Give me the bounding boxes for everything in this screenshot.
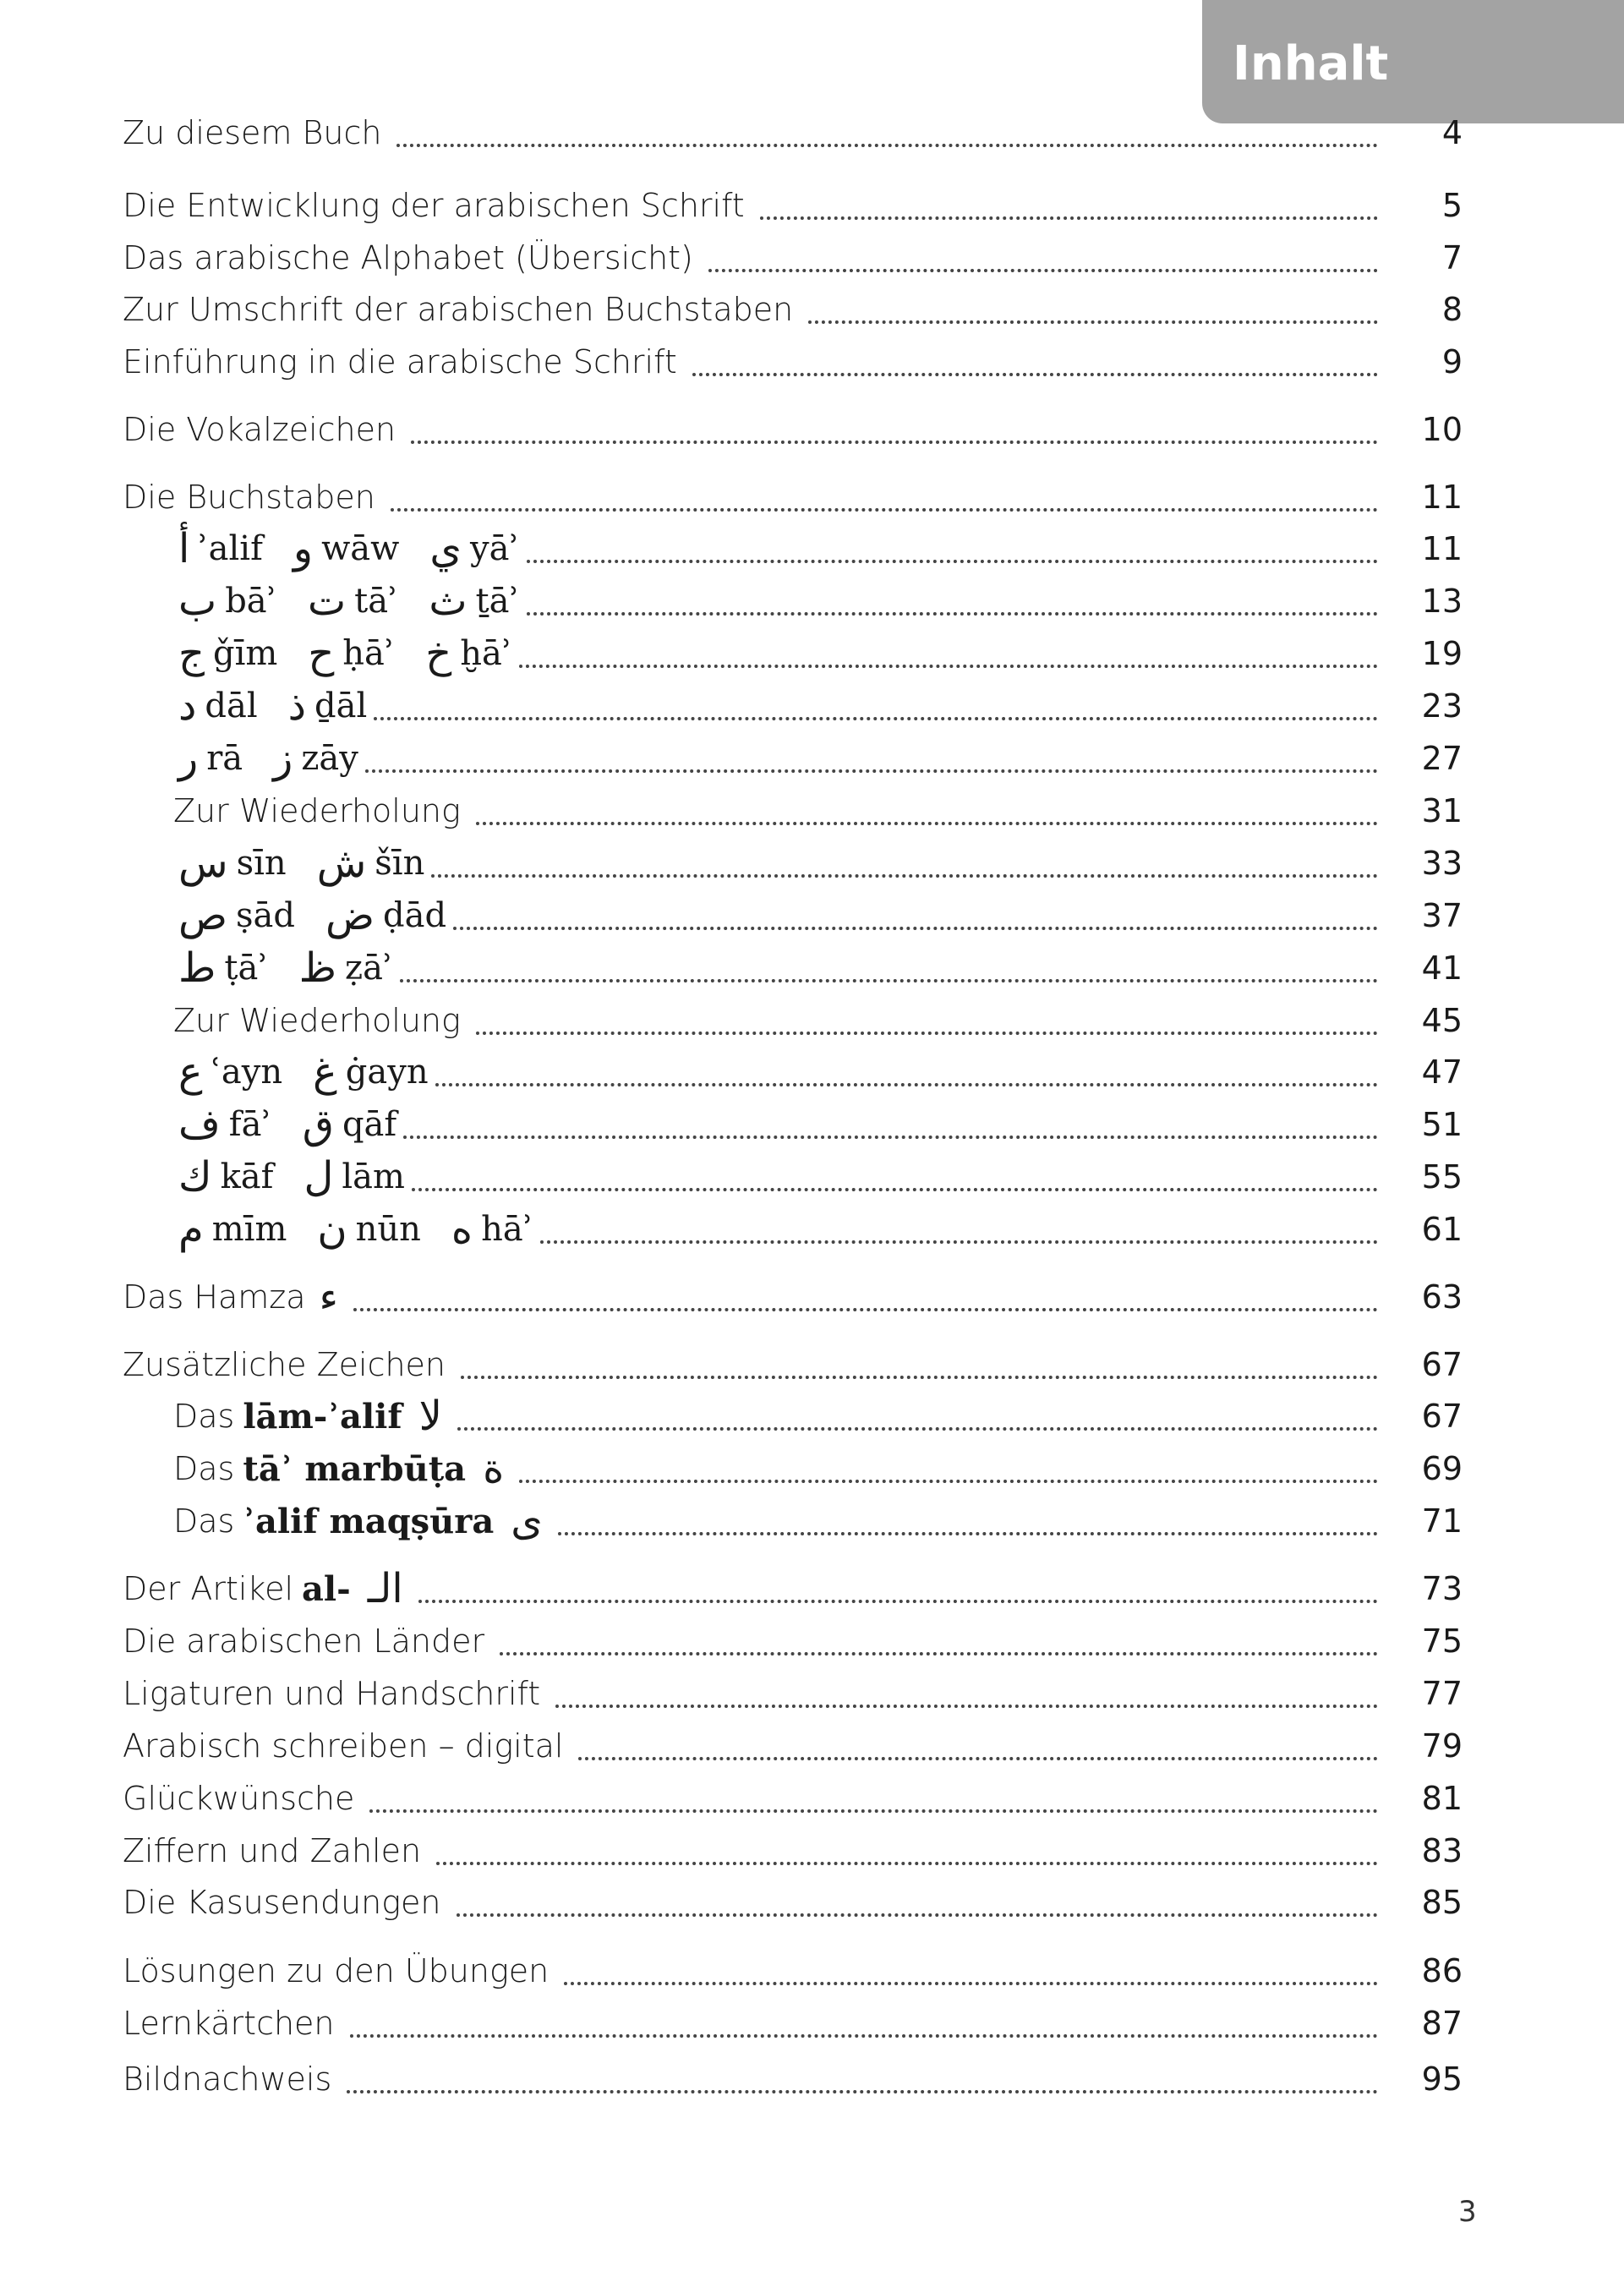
toc-page-number: 79 <box>1421 1727 1463 1765</box>
toc-entry-label <box>123 2060 340 2098</box>
transliteration: mīm <box>211 1210 287 1249</box>
toc-page-number: 10 <box>1421 411 1463 448</box>
toc-entry[interactable] <box>173 1151 1463 1203</box>
arabic-letter: ع <box>178 1048 203 1096</box>
toc-entry-label <box>123 1952 557 1989</box>
dot-leader <box>527 534 1378 563</box>
toc-page-number: 11 <box>1421 479 1463 516</box>
dot-leader <box>808 295 1378 324</box>
dot-leader <box>519 639 1378 668</box>
toc-page-number: 95 <box>1421 2060 1463 2098</box>
toc-page-number: 31 <box>1421 792 1463 829</box>
dot-leader <box>353 1283 1378 1311</box>
transliteration: ʿayn <box>211 1053 283 1092</box>
toc-entry-label <box>173 577 520 625</box>
toc-page-number: 67 <box>1421 1398 1463 1435</box>
toc-entry-label <box>173 944 393 992</box>
dot-leader <box>692 348 1378 376</box>
transliteration: yāʾ <box>469 529 520 568</box>
toc-entry-label <box>173 735 358 782</box>
toc-page-number: 67 <box>1421 1346 1463 1383</box>
dot-leader <box>500 1627 1378 1655</box>
toc-entry-title: Die Buchstaben <box>123 479 375 516</box>
toc-page-number: 73 <box>1421 1570 1463 1607</box>
transliteration: zāy <box>301 739 358 778</box>
toc-entry[interactable] <box>123 283 1463 336</box>
toc-entry-title: Das <box>173 1502 235 1540</box>
dot-leader <box>369 1784 1378 1813</box>
toc-entry-label <box>123 343 686 380</box>
transliteration: al- <box>302 1568 351 1609</box>
toc-entry[interactable] <box>173 523 1463 575</box>
section-title: Inhalt <box>1233 36 1389 91</box>
toc-entry[interactable] <box>173 1203 1463 1256</box>
toc-page-number: 75 <box>1421 1623 1463 1660</box>
toc-entry[interactable] <box>173 837 1463 889</box>
toc-page-number: 61 <box>1421 1211 1463 1248</box>
toc-page-number: 83 <box>1421 1832 1463 1869</box>
toc-entry-label <box>123 291 801 328</box>
transliteration: ǧīm <box>212 634 278 673</box>
dot-leader <box>708 244 1378 272</box>
toc-page-number: 45 <box>1421 1002 1463 1039</box>
transliteration: hāʾ <box>481 1210 533 1249</box>
toc-entry[interactable] <box>173 889 1463 942</box>
toc-entry-label <box>123 1623 493 1660</box>
toc-entry[interactable] <box>123 1615 1463 1667</box>
toc-page-number: 55 <box>1421 1158 1463 1196</box>
toc-entry-title: Das arabische Alphabet (Übersicht) <box>123 239 693 276</box>
toc-page-number: 71 <box>1421 1502 1463 1540</box>
toc-page-number: 51 <box>1421 1106 1463 1143</box>
dot-leader <box>400 954 1378 982</box>
toc-entry-title: Zu diesem Buch <box>123 114 382 151</box>
toc-entry-label <box>173 525 520 572</box>
transliteration: šīn <box>375 844 425 883</box>
arabic-letter: س <box>178 840 228 887</box>
toc-page-number: 4 <box>1441 114 1463 151</box>
toc-entry[interactable] <box>173 627 1463 680</box>
transliteration: sīn <box>236 844 287 883</box>
toc-entry[interactable] <box>173 1046 1463 1098</box>
arabic-letter: ك <box>178 1153 212 1201</box>
toc-entry-title: Das <box>173 1450 235 1487</box>
toc-entry-label <box>173 630 512 677</box>
toc-entry-title: Zusätzliche Zeichen <box>123 1346 446 1383</box>
dot-leader <box>527 587 1378 616</box>
toc-entry[interactable] <box>123 471 1463 523</box>
toc-page-number: 33 <box>1421 845 1463 882</box>
dot-leader <box>558 1507 1378 1535</box>
toc-entry-title: Zur Umschrift der arabischen Buchstaben <box>123 291 794 328</box>
transliteration: lām-ʾalif <box>243 1396 402 1437</box>
arabic-letter: ص <box>178 892 228 939</box>
dot-leader <box>476 796 1378 825</box>
arabic-letter: ح <box>308 630 335 677</box>
toc-entry-title: Das Hamza <box>123 1278 306 1316</box>
toc-entry-label <box>123 1884 450 1921</box>
dot-leader <box>453 901 1378 930</box>
toc-page-number: 86 <box>1421 1952 1463 1989</box>
arabic-letter: ة <box>483 1445 505 1492</box>
toc-entry-label <box>123 1346 454 1383</box>
toc-entry[interactable] <box>123 1876 1463 1929</box>
transliteration: ḍād <box>383 896 447 935</box>
toc-entry-label <box>123 114 390 151</box>
toc-entry[interactable] <box>173 1495 1463 1547</box>
transliteration: rā <box>206 739 243 778</box>
dot-leader <box>436 1836 1378 1865</box>
toc-entry[interactable] <box>123 1667 1463 1720</box>
toc-entry-title: Ziffern und Zahlen <box>123 1832 422 1869</box>
dot-leader <box>396 118 1378 147</box>
transliteration: ʾalif maqṣūra <box>243 1501 495 1541</box>
toc-entry-label <box>123 239 702 276</box>
dot-leader <box>412 1163 1378 1191</box>
toc-entry-label <box>173 1445 512 1492</box>
toc-entry[interactable] <box>123 1945 1463 1997</box>
toc-entry-label <box>173 682 367 730</box>
arabic-letter: أ <box>178 525 190 572</box>
transliteration: ṭāʾ <box>224 949 269 988</box>
dot-leader <box>519 1454 1378 1483</box>
transliteration: ṣād <box>236 896 296 935</box>
toc-entry[interactable] <box>173 942 1463 994</box>
dot-leader <box>411 415 1378 444</box>
toc-entry-title: Die Vokalzeichen <box>123 411 396 448</box>
transliteration: lām <box>342 1157 405 1196</box>
toc-entry-label <box>123 1565 412 1612</box>
arabic-letter: ب <box>178 577 217 625</box>
toc-entry-label <box>173 840 424 887</box>
toc-entry-label <box>123 479 384 516</box>
arabic-letter: الـ <box>367 1565 403 1612</box>
page-number: 3 <box>1458 2195 1477 2229</box>
toc-entry[interactable] <box>173 732 1463 785</box>
transliteration: qāf <box>342 1105 397 1144</box>
toc-entry-title: Arabisch schreiben – digital <box>123 1727 564 1765</box>
transliteration: wāw <box>321 529 400 568</box>
arabic-letter: ي <box>429 525 462 572</box>
dot-leader <box>457 1888 1378 1917</box>
toc-page-number: 23 <box>1421 687 1463 725</box>
toc-entry-title: Die Kasusendungen <box>123 1884 441 1921</box>
toc-entry-label <box>173 1101 396 1148</box>
toc-page-number: 69 <box>1421 1450 1463 1487</box>
toc-entry-label <box>123 1727 571 1765</box>
toc-page-number: 81 <box>1421 1780 1463 1817</box>
toc-page-number: 47 <box>1421 1053 1463 1091</box>
arabic-letter: ش <box>316 840 367 887</box>
transliteration: dāl <box>205 687 258 725</box>
transliteration: ṯāʾ <box>475 582 520 621</box>
transliteration: fāʾ <box>228 1105 272 1144</box>
toc-entry[interactable] <box>173 1098 1463 1151</box>
toc-page-number: 9 <box>1441 343 1463 380</box>
toc-entry[interactable] <box>123 1271 1463 1323</box>
arabic-letter: ذ <box>287 682 306 730</box>
toc-page-number: 11 <box>1421 530 1463 567</box>
toc-page-number: 13 <box>1421 583 1463 620</box>
toc-entry-label <box>173 1497 551 1545</box>
toc-entry-label <box>173 1206 533 1253</box>
toc-entry[interactable] <box>123 1772 1463 1825</box>
dot-leader <box>476 1006 1378 1035</box>
transliteration: ḏāl <box>314 687 368 725</box>
toc-entry-title: Bildnachweis <box>123 2060 332 2098</box>
toc-entry-title: Ligaturen und Handschrift <box>123 1675 541 1712</box>
arabic-letter: ج <box>178 630 205 677</box>
transliteration: nūn <box>355 1210 421 1249</box>
dot-leader <box>540 1215 1378 1244</box>
toc-entry-label <box>173 792 469 829</box>
dot-leader <box>555 1679 1378 1708</box>
toc-page-number: 5 <box>1441 187 1463 224</box>
toc-entry-label <box>173 892 446 939</box>
transliteration: tāʾ marbūṭa <box>243 1448 467 1489</box>
toc-entry-title: Das <box>173 1398 235 1435</box>
toc-entry[interactable] <box>173 680 1463 732</box>
toc-page-number: 8 <box>1441 291 1463 328</box>
toc-page-number: 7 <box>1441 239 1463 276</box>
arabic-letter: ت <box>307 577 347 625</box>
toc-entry[interactable] <box>123 2053 1463 2105</box>
dot-leader <box>431 849 1378 878</box>
transliteration: ʾalif <box>198 529 263 568</box>
dot-leader <box>578 1732 1378 1760</box>
dot-leader <box>418 1574 1378 1603</box>
toc-entry[interactable] <box>123 179 1463 232</box>
toc-entry[interactable] <box>123 232 1463 284</box>
transliteration: bāʾ <box>225 582 277 621</box>
toc-entry-title: Einführung in die arabische Schrift <box>123 343 677 380</box>
arabic-letter: ث <box>429 577 468 625</box>
arabic-letter: د <box>178 682 197 730</box>
arabic-letter: ر <box>178 735 199 782</box>
arabic-letter: ى <box>511 1497 543 1545</box>
toc-entry-title: Die arabischen Länder <box>123 1623 485 1660</box>
toc-entry[interactable] <box>123 336 1463 388</box>
toc-entry-label <box>173 1393 451 1440</box>
arabic-letter: ظ <box>298 944 336 992</box>
arabic-letter: ن <box>317 1206 347 1253</box>
arabic-letter: لا <box>418 1393 442 1440</box>
toc-entry-label <box>123 1273 347 1321</box>
transliteration: ġayn <box>345 1053 429 1092</box>
dot-leader <box>457 1402 1378 1431</box>
toc-entry-title: Zur Wiederholung <box>173 1002 461 1039</box>
toc-entry-label <box>123 1832 429 1869</box>
dot-leader <box>350 2009 1378 2038</box>
arabic-letter: ف <box>178 1101 221 1148</box>
dot-leader <box>564 1956 1378 1985</box>
dot-leader <box>461 1350 1378 1379</box>
arabic-letter: ز <box>273 735 293 782</box>
toc-entry-title: Lösungen zu den Übungen <box>123 1952 550 1989</box>
toc-entry-label <box>173 1153 405 1201</box>
toc-page-number: 63 <box>1421 1278 1463 1316</box>
dot-leader <box>403 1110 1378 1139</box>
toc-page-number: 77 <box>1421 1675 1463 1712</box>
toc-entry-title: Der Artikel <box>123 1570 294 1607</box>
toc-entry[interactable] <box>173 1390 1463 1442</box>
toc-entry[interactable] <box>123 107 1463 159</box>
toc-page-number: 41 <box>1421 949 1463 987</box>
toc-entry-title: Lernkärtchen <box>123 2005 335 2042</box>
toc-entry[interactable] <box>123 1338 1463 1391</box>
dot-leader <box>374 692 1378 720</box>
toc-page-number: 19 <box>1421 635 1463 672</box>
toc-entry-label <box>123 1780 363 1817</box>
toc-entry-title: Glückwünsche <box>123 1780 355 1817</box>
toc-entry-title: Die Entwicklung der arabischen Schrift <box>123 187 745 224</box>
transliteration: kāf <box>220 1157 274 1196</box>
dot-leader <box>760 191 1378 220</box>
toc-entry[interactable] <box>173 1442 1463 1495</box>
toc-entry[interactable] <box>123 1720 1463 1772</box>
transliteration: ḫāʾ <box>460 634 513 673</box>
arabic-letter: ط <box>178 944 216 992</box>
toc-entry[interactable] <box>123 1997 1463 2049</box>
toc-entry-label <box>123 187 753 224</box>
toc-entry[interactable] <box>173 785 1463 837</box>
transliteration: tāʾ <box>354 582 399 621</box>
toc-entry-label <box>173 1002 469 1039</box>
arabic-letter: ق <box>302 1101 334 1148</box>
toc-entry-label <box>123 411 404 448</box>
toc-page-number: 87 <box>1421 2005 1463 2042</box>
arabic-letter: م <box>178 1206 204 1253</box>
dot-leader <box>347 2065 1378 2093</box>
toc-page-number: 85 <box>1421 1884 1463 1921</box>
arabic-letter: خ <box>425 630 452 677</box>
arabic-letter: و <box>293 525 314 572</box>
arabic-letter: ل <box>303 1153 334 1201</box>
arabic-letter: ء <box>319 1273 339 1321</box>
dot-leader <box>391 483 1378 512</box>
arabic-letter: ض <box>325 892 375 939</box>
transliteration: ẓāʾ <box>345 949 394 988</box>
toc-entry-label <box>123 1675 549 1712</box>
toc-entry-title: Zur Wiederholung <box>173 792 461 829</box>
toc-entry[interactable] <box>173 575 1463 627</box>
toc-entry[interactable] <box>123 1825 1463 1877</box>
toc-entry-label <box>173 1048 429 1096</box>
toc-entry[interactable] <box>173 994 1463 1047</box>
arabic-letter: غ <box>313 1048 337 1096</box>
toc-entry[interactable] <box>123 403 1463 456</box>
toc-entry-label <box>123 2005 343 2042</box>
dot-leader <box>435 1058 1378 1086</box>
arabic-letter: ه <box>451 1206 473 1253</box>
toc-page-number: 27 <box>1421 740 1463 777</box>
transliteration: ḥāʾ <box>342 634 396 673</box>
dot-leader <box>365 744 1378 773</box>
toc-entry[interactable] <box>123 1562 1463 1615</box>
toc-page-number: 37 <box>1421 897 1463 934</box>
